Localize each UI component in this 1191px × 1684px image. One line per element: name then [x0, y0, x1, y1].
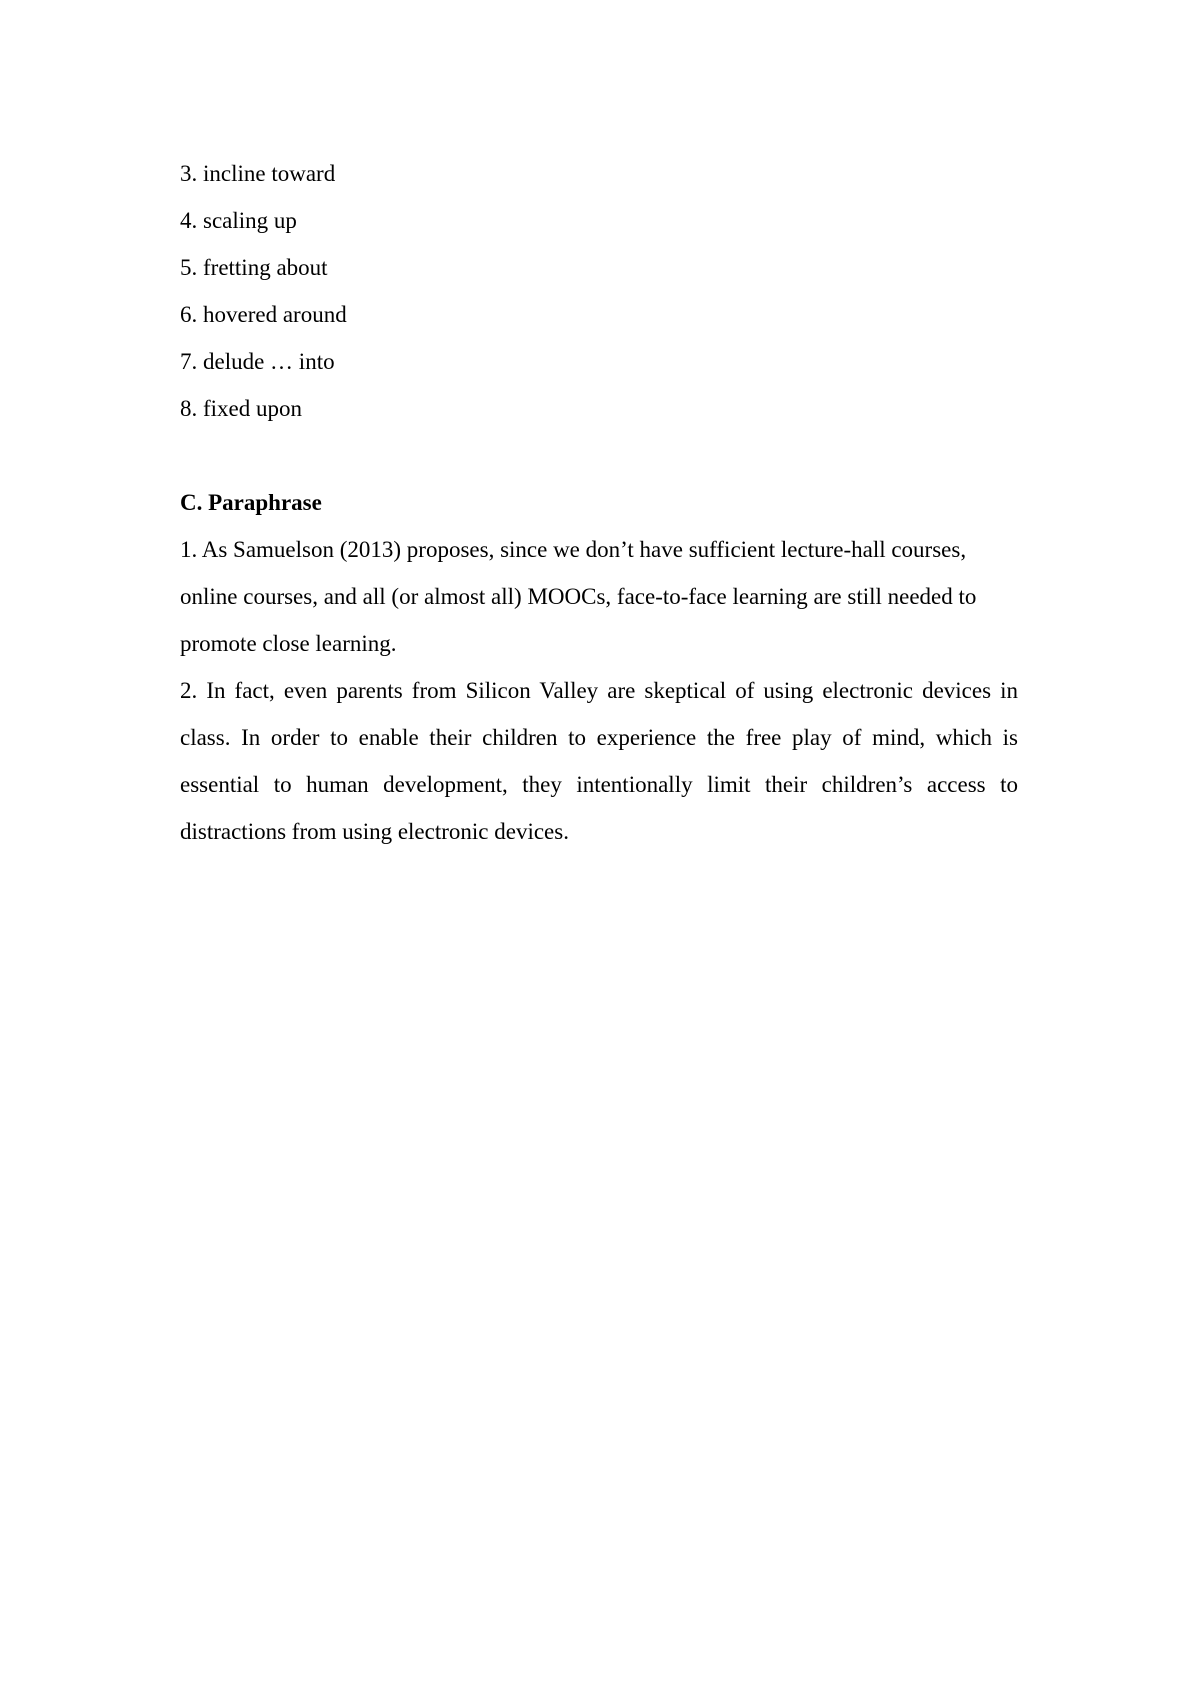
list-item: 7. delude … into	[180, 349, 335, 374]
section-heading-paraphrase: C. Paraphrase	[180, 490, 322, 515]
list-item: 3. incline toward	[180, 161, 336, 186]
list-item: 6. hovered around	[180, 302, 347, 327]
list-item: 8. fixed upon	[180, 396, 303, 421]
list-item: 5. fretting about	[180, 255, 328, 280]
paraphrase-paragraph-1: 1. As Samuelson (2013) proposes, since we don’t have sufficient lecture-hall courses, online courses, and all (or almost all) MOOCs, face-to-face learning are still needed to promote close learning.	[180, 537, 977, 656]
phrase-list	[180, 150, 1018, 432]
list-item: 4. scaling up	[180, 208, 297, 233]
page-content	[180, 150, 1018, 855]
paraphrase-paragraph-2: 2. In fact, even parents from Silicon Valley are skeptical of using electronic devices in class. In order to enable their children to experience the free play of mind, which is essential to human development, they intentionally limit their children’s access to distractions from using electronic devices.	[180, 678, 1018, 844]
